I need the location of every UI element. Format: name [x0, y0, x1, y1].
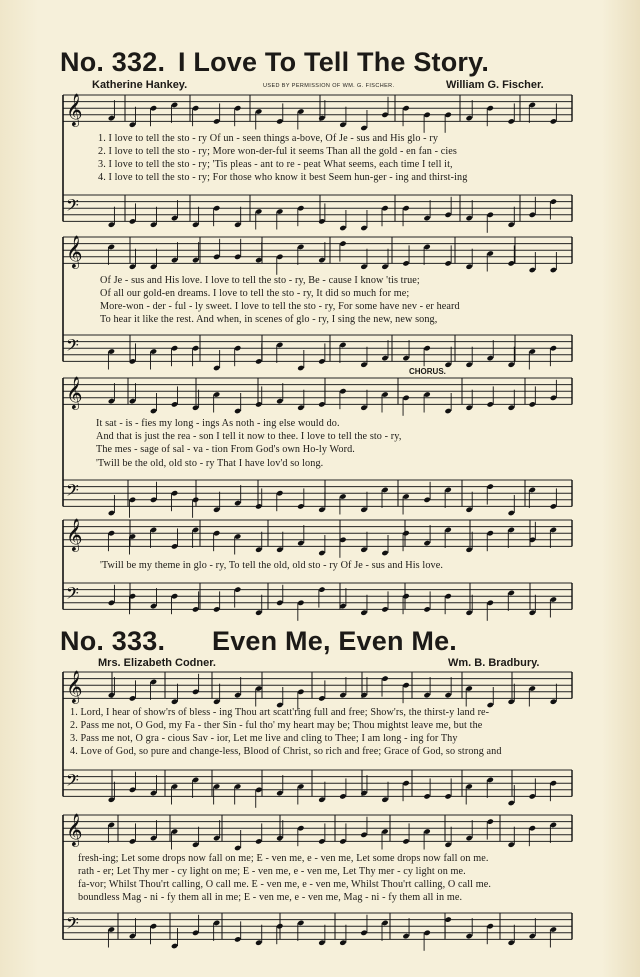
hymn-332-s3-verse-4: 'Twill be the old, old sto - ry That I have lov'd so long. [96, 458, 324, 469]
hymn-333-s1-verse-1: 1. Lord, I hear of show'rs of bless - ing Thou art scatt'ring full and free; Show'rs, the thirst-y land re- [70, 707, 490, 718]
hymn-333-composer: Wm. B. Bradbury. [448, 657, 540, 669]
hymn-333-title: Even Me, Even Me. [212, 626, 457, 656]
h332-system-2-bass-clef: 𝄢 [66, 335, 79, 360]
hymn-332-title: I Love To Tell The Story. [178, 47, 490, 77]
h332-system-3-treble-clef: 𝄞 [66, 375, 83, 409]
h332-system-1-treble-clef: 𝄞 [66, 92, 83, 126]
hymn-332-s4-refrain: 'Twill be my theme in glo - ry, To tell the old, old sto - ry Of Je - sus and His love. [100, 560, 443, 571]
hymn-332-s2-verse-3: More-won - der - ful - ly sweet. I love to tell the sto - ry, For some have nev - er heard [100, 301, 460, 312]
hymn-333-number: No. 333. [60, 626, 166, 656]
h332-system-2-treble-clef: 𝄞 [66, 234, 83, 268]
hymn-332-s3-verse-2: And that is just the rea - son I tell it now to thee. I love to tell the sto - ry, [96, 431, 402, 442]
hymn-332-s2-verse-2: Of all our gold-en dreams. I love to tell the sto - ry, It did so much for me; [100, 288, 410, 299]
h332-system-3-bass-clef: 𝄢 [66, 480, 79, 505]
hymn-332-s1-verse-3: 3. I love to tell the sto - ry; 'Tis pleas - ant to re - peat What seems, each time I tell it, [98, 159, 453, 170]
hymn-332-permission: USED BY PERMISSION OF WM. G. FISCHER. [263, 83, 395, 89]
hymn-332-author: Katherine Hankey. [92, 79, 188, 91]
h332-system-4-treble-clef: 𝄞 [66, 517, 83, 551]
hymn-333-s2-verse-3: fa-vor; Whilst Thou'rt calling, O call me. E - ven me, e - ven me, Whilst Thou'rt calling, O call me. [78, 879, 492, 890]
hymn-333-s1-verse-3: 3. Pass me not, O gra - cious Sav - ior, Let me live and cling to Thee; I am long - ing for Thy [70, 733, 458, 744]
hymn-332-s2-verse-1: Of Je - sus and His love. I love to tell the sto - ry, Be - cause I know 'tis true; [100, 275, 420, 286]
hymn-332-s2-verse-4: To hear it like the rest. And when, in scenes of glo - ry, I sing the new, new song, [100, 314, 438, 325]
hymn-333-s1-verse-2: 2. Pass me not, O God, my Fa - ther Sin - ful tho' my heart may be; Thou mightst leave me, but the [70, 720, 483, 731]
hymn-333-s2-verse-1: fresh-ing; Let some drops now fall on me; E - ven me, e - ven me, Let some drops now fall on me. [78, 853, 489, 864]
h333-system-2-bass-clef: 𝄢 [66, 913, 79, 938]
hymn-332-s1-verse-1: 1. I love to tell the sto - ry Of un - seen things a-bove, Of Je - sus and His glo - ry [98, 133, 439, 144]
hymn-332-s1-verse-2: 2. I love to tell the sto - ry; More won-der-ful it seems Than all the gold - en fan - cies [98, 146, 457, 157]
h333-system-1-treble-clef: 𝄞 [66, 669, 83, 703]
hymn-333-s2-verse-2: rath - er; Let Thy mer - cy light on me; E - ven me, e - ven me, Let Thy mer - cy light on me. [78, 866, 466, 877]
h332-system-4-bass-clef: 𝄢 [66, 583, 79, 608]
h333-system-1-bass-clef: 𝄢 [66, 770, 79, 795]
h332-system-1-bass-clef: 𝄢 [66, 195, 79, 220]
hymn-332-s3-verse-3: The mes - sage of sal - va - tion From God's own Ho-ly Word. [96, 444, 355, 455]
hymn-332-s3-verse-1: It sat - is - fies my long - ings As noth - ing else would do. [96, 418, 340, 429]
hymn-333-s2-verse-4: boundless Mag - ni - fy them all in me; E - ven me, e - ven me, Mag - ni - fy them all in me. [78, 892, 463, 903]
hymn-333-s1-verse-4: 4. Love of God, so pure and change-less, Blood of Christ, so rich and free; Grace of God, so strong and [70, 746, 502, 757]
hymn-333-author: Mrs. Elizabeth Codner. [98, 657, 216, 669]
hymn-332-number: No. 332. [60, 47, 166, 77]
h333-system-2-treble-clef: 𝄞 [66, 812, 83, 846]
hymn-332-composer: William G. Fischer. [446, 79, 544, 91]
chorus-label: CHORUS. [409, 367, 446, 376]
hymn-332-s1-verse-4: 4. I love to tell the sto - ry; For those who know it best Seem hun-ger - ing and thirst-ing [98, 172, 468, 183]
